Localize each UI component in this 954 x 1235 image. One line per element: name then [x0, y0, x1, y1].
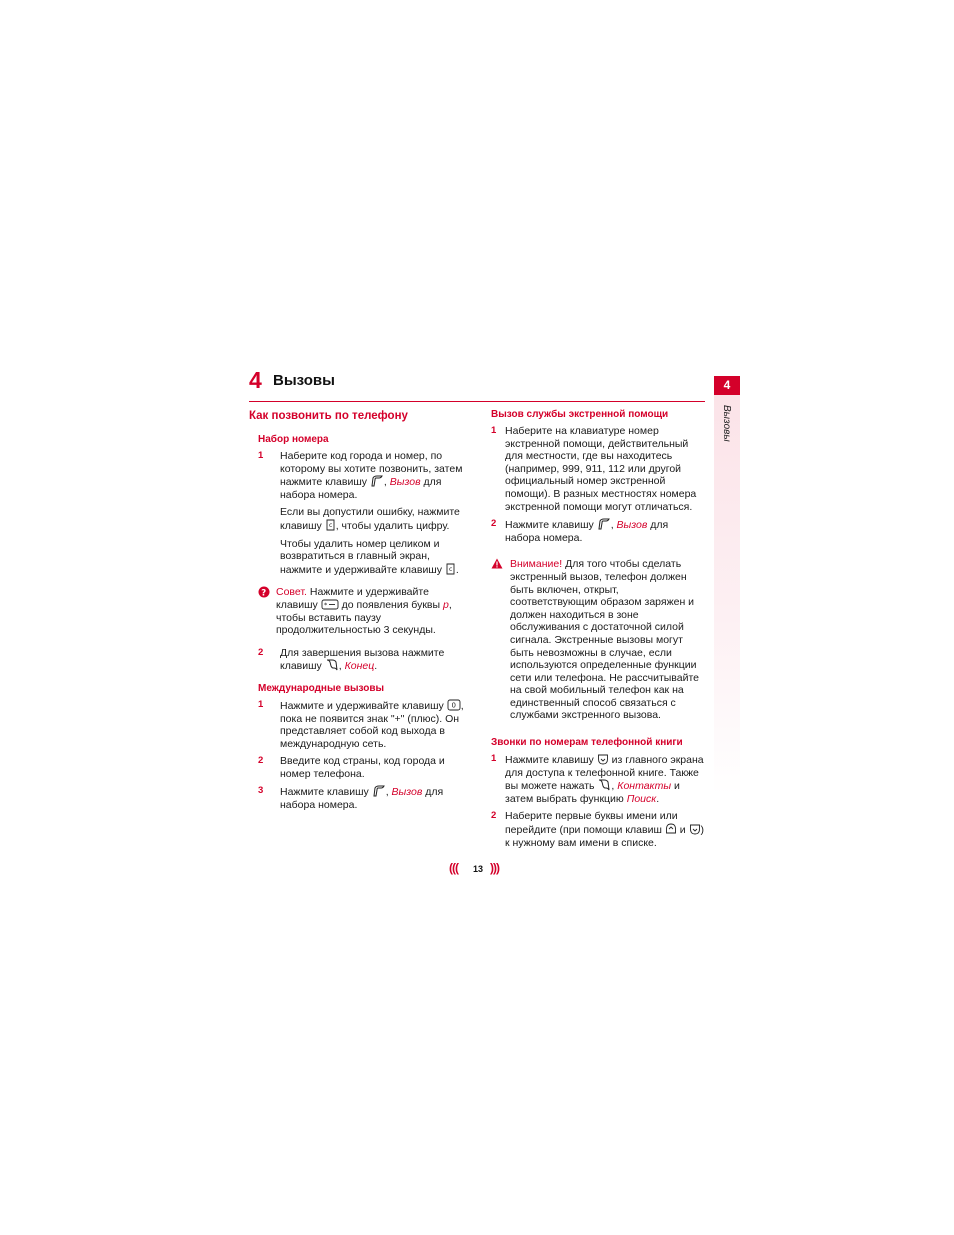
phonebook-step-1: [491, 753, 706, 805]
emergency-step-1: [491, 425, 706, 513]
intl-step-1-text: Нажмите и удерживайте клавишу: [280, 699, 444, 712]
intl-step-2: [258, 755, 471, 780]
tip-label: Совет.: [276, 586, 307, 599]
zero-key-icon: [447, 699, 461, 711]
step-number: 1: [258, 698, 264, 710]
dial-step-2-text: Для завершения вызова нажмите клавишу: [280, 646, 445, 673]
dot: .: [374, 660, 378, 673]
warning-icon: [491, 558, 503, 569]
warning-text: Для того чтобы сделать экстренный вызов, телефон должен быть включен, открыт, соответствующим образом заряжен и должен находиться в зоне обслуживания с достаточной силой сигнала. Экстренные вызовы могут быть невозможны в случае, если используются определенные функции сети или телефона. Не рассчитывайте на свой мобильный телефон как на единственный способ связаться с службами экстренного вызова.: [510, 558, 699, 722]
call-key-icon: [372, 785, 386, 797]
star-key-icon: [321, 599, 339, 610]
warning-note: [491, 558, 706, 722]
page-footer: [449, 861, 509, 877]
tip-note: [258, 586, 471, 636]
chapter-header: [249, 367, 705, 402]
intl-heading: Международные вызовы: [258, 682, 385, 694]
dial-sub-1-end: , чтобы удалить цифру.: [335, 519, 450, 532]
step-number: 3: [258, 785, 264, 797]
intl-step-3: [258, 785, 471, 811]
nav-down-icon: [597, 753, 609, 765]
dial-step-1-end: для набора номера.: [280, 476, 442, 501]
right-column: [491, 408, 706, 854]
dial-sub-1-text: Если вы допустили ошибку, нажмите клавишу: [280, 506, 460, 532]
step-number: 2: [258, 646, 264, 658]
dot: .: [656, 792, 660, 805]
svg-text:0: 0: [451, 701, 456, 710]
intl-step-3-text: Нажмите клавишу: [280, 786, 369, 799]
step-number: 2: [258, 755, 264, 767]
phonebook-step-1-text-2: из главного экрана для доступа к телефонной книге. Также вы можете нажать: [505, 754, 704, 793]
nav-down-icon: [689, 823, 701, 835]
intl-step-3-end: для набора номера.: [280, 786, 444, 812]
call-softkey-label: Вызов: [391, 786, 423, 799]
and-text: и: [679, 824, 686, 837]
section-title: Как позвонить по телефону: [249, 410, 408, 422]
emergency-heading: Вызов службы экстренной помощи: [491, 409, 669, 420]
emergency-step-2: [491, 518, 706, 544]
tip-text-2: до появления буквы: [341, 598, 441, 611]
call-softkey-label: Вызов: [389, 476, 421, 489]
side-tab-number: 4: [714, 376, 740, 395]
end-key-icon: [597, 779, 611, 791]
phonebook-step-1-text: Нажмите клавишу: [505, 754, 594, 767]
comma: ,: [385, 786, 389, 799]
dial-step-1: [258, 450, 471, 501]
dot: .: [455, 563, 459, 576]
svg-text:*: *: [323, 600, 327, 609]
tip-text: Нажмите и удерживайте клавишу: [276, 586, 429, 611]
intl-step-1-end: , пока не появится знак "+" (плюс). Он представляет собой код выхода в международную сеть.: [280, 699, 464, 750]
tip-letter-p: p: [442, 598, 449, 611]
dial-sub-2-text: Чтобы удалить номер целиком и возвратиться в главный экран, нажмите и удерживайте клавишу: [280, 537, 442, 576]
dial-heading: Набор номера: [258, 434, 329, 445]
svg-text:?: ?: [261, 588, 267, 599]
phonebook-step-2: [491, 810, 706, 849]
nav-up-icon: [665, 823, 677, 835]
comma: ,: [383, 476, 387, 489]
step-number: 1: [491, 753, 497, 765]
warning-label: Внимание!: [510, 558, 563, 571]
search-function-label: Поиск: [626, 792, 657, 805]
svg-text:c: c: [328, 521, 333, 529]
comma: ,: [611, 780, 615, 793]
emergency-step-2-end: для набора номера.: [505, 519, 669, 544]
dial-step-1-text: Наберите код города и номер, по которому вы хотите позвонить, затем нажмите клавишу: [280, 450, 463, 489]
waves-left-icon: (((: [449, 861, 458, 875]
intl-step-1: [258, 699, 471, 750]
side-tab-label: Вызовы: [721, 405, 732, 442]
dial-step-2: [258, 647, 471, 673]
contacts-softkey-label: Контакты: [617, 780, 672, 793]
svg-text:c: c: [448, 565, 453, 573]
page-number: 13: [473, 864, 484, 874]
dial-sub-1: [258, 506, 471, 532]
waves-right-icon: ))): [490, 861, 499, 875]
side-strip: [714, 395, 740, 795]
step-number: 1: [491, 425, 497, 436]
call-key-icon: [597, 518, 611, 530]
dial-sub-2: [258, 538, 471, 577]
step-number: 2: [491, 810, 497, 822]
emergency-step-1-text: Наберите на клавиатуре номер экстренной помощи, действительный для местности, где вы находитесь (например, 999, 911, 112 или другой официальный номер экстренной помощи). В разных местностях номера экстренной помощи могут отличаться.: [505, 425, 697, 513]
phonebook-heading: Звонки по номерам телефонной книги: [491, 737, 683, 749]
call-softkey-label: Вызов: [616, 519, 648, 532]
comma: ,: [338, 660, 342, 673]
tip-icon: [258, 586, 270, 598]
step-number: 2: [491, 518, 497, 530]
step-number: 1: [258, 450, 264, 461]
intl-step-2-text: Введите код страны, код города и номер телефона.: [280, 755, 445, 780]
tip-text-3: , чтобы вставить паузу продолжительностью 3 секунды.: [276, 598, 452, 637]
call-key-icon: [370, 475, 384, 487]
end-key-icon: [325, 659, 339, 671]
clear-key-icon: [325, 519, 336, 531]
phonebook-step-1-text-3: и затем выбрать функцию: [505, 780, 680, 805]
chapter-number: 4: [249, 367, 262, 393]
clear-key-icon: [445, 563, 456, 575]
phonebook-step-2-end: ) к нужному вам имени в списке.: [505, 824, 705, 849]
comma: ,: [610, 519, 614, 532]
end-softkey-label: Конец: [344, 660, 375, 673]
phonebook-step-2-text: Наберите первые буквы имени или перейдите (при помощи клавиш: [505, 810, 678, 837]
left-column: [249, 408, 471, 817]
chapter-title: Вызовы: [273, 372, 335, 389]
emergency-step-2-text: Нажмите клавишу: [505, 519, 594, 532]
